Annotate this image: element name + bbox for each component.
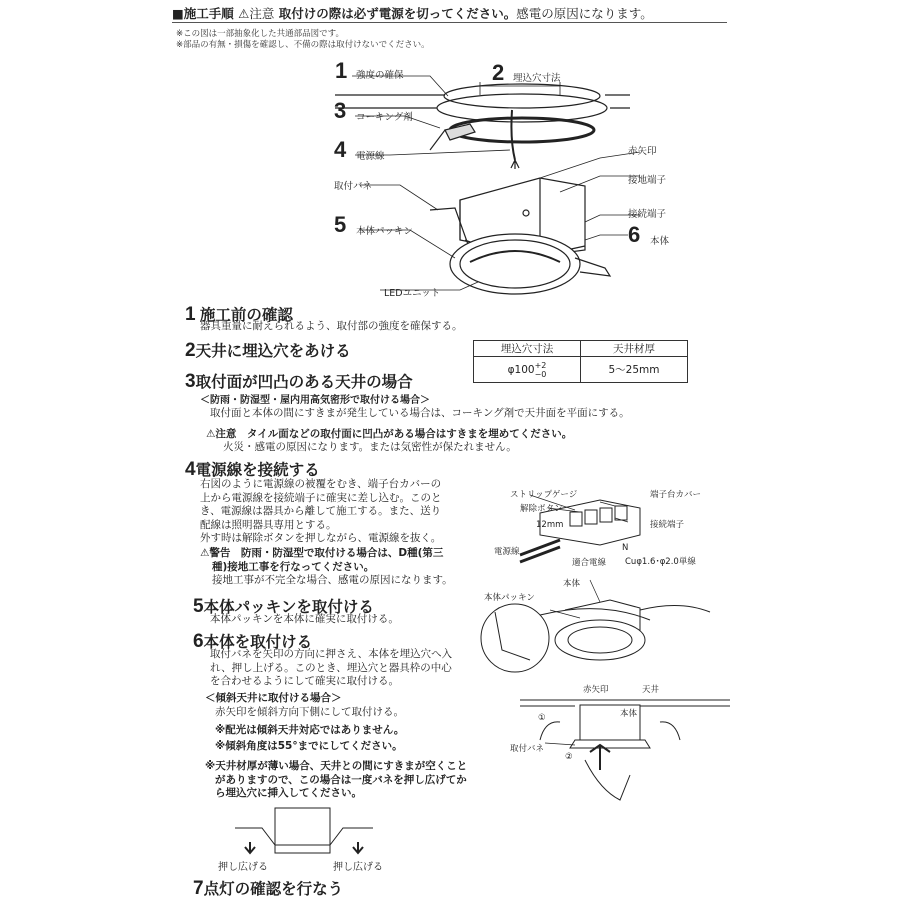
hole-tolerance-plus: +2	[534, 360, 547, 370]
diagram-label-spring: 取付バネ	[334, 181, 373, 192]
diagram-label-hole: 埋込穴寸法	[513, 73, 561, 84]
step-3-warning-2: 火災・感電の原因になります。または気密性が保たれません。	[223, 441, 517, 453]
step-6-note-1: ※配光は傾斜天井対応ではありません。	[215, 724, 405, 736]
step-3-number: 3	[185, 371, 196, 392]
fig-install-red: 赤矢印	[583, 685, 609, 695]
diagram-label-wire: 電源線	[356, 151, 385, 162]
step-6-title: 本体を取付ける	[203, 634, 313, 651]
table-value-hole	[474, 357, 581, 383]
step-3-title: 取付面が凹凸のある天井の場合	[195, 374, 413, 391]
step-1-body: 器具重量に耐えられるよう、取付部の強度を確保する。	[200, 320, 463, 332]
fig-install-ceiling: 天井	[642, 685, 660, 695]
fig-install-spring: 取付バネ	[510, 744, 545, 754]
diagram-label-led: LEDユニット	[384, 288, 441, 299]
fig-conn-terminal: 接続端子	[650, 520, 685, 530]
fig-power-wire: 電源線	[494, 547, 520, 557]
diagram-num-2: 2	[492, 60, 505, 85]
diagram-label-conn: 接続端子	[628, 209, 667, 220]
fig-install-body: 本体	[620, 709, 638, 719]
step-4-line-4: 配線は照明器具専用とする。	[200, 518, 337, 531]
diagram-label-ground: 接地端子	[628, 175, 667, 186]
step-3-body: 取付面と本体の間にすきまが発生している場合は、コーキング剤で天井面を平面にする。	[210, 407, 630, 419]
fig-spread-right: 押し広げる	[333, 862, 383, 873]
table-header-thickness: 天井材厚	[581, 341, 688, 357]
step-4-line-1: 右図のように電源線の被覆をむき、端子台カバーの	[200, 478, 442, 490]
fig-release-button: 解除ボタン	[520, 504, 563, 514]
step-5-number: 5	[193, 596, 204, 617]
fig-strip-gauge: ストリップゲージ	[510, 490, 578, 500]
step-7-number: 7	[193, 878, 204, 899]
fig-body-label: 本体	[563, 579, 581, 589]
step-4-line-3: き、電源線は器具から離して施工する。また、送り	[200, 505, 442, 517]
step-4-title: 電源線を接続する	[195, 462, 320, 479]
step-7-heading	[193, 877, 343, 900]
step-5-title: 本体パッキンを取付ける	[203, 599, 374, 616]
diagram-label-strength: 強度の確保	[356, 70, 404, 81]
step-6-note-3-line-2: がありますので、この場合は一度バネを押し広げてか	[215, 773, 467, 786]
step-4-number: 4	[185, 459, 196, 480]
step-3-warning: ⚠注意 タイル面などの取付面に凹凸がある場合はすきまを埋めてください。	[206, 428, 573, 440]
step-6-note-3	[205, 760, 525, 801]
step-4-line-2: 上から電源線を接続端子に確実に差し込む。このと	[200, 491, 442, 504]
fig-packing-label: 本体パッキン	[484, 593, 535, 603]
step-4-line-5: 外す時は解除ボタンを押しながら、電源線を抜く。	[200, 532, 442, 544]
step-6-line-1: 取付バネを矢印の方向に押さえ、本体を埋込穴へ入	[210, 648, 453, 660]
step-1-title: 施工前の確認	[199, 307, 293, 324]
fig-terminal-cover: 端子台カバー	[650, 490, 702, 500]
hole-size-table	[473, 340, 688, 383]
fig-12mm: 12mm	[536, 520, 564, 530]
step-2-heading	[185, 339, 351, 362]
fig-install-step-1: ①	[538, 713, 546, 723]
step-5-body: 本体パッキンを本体に確実に取付ける。	[210, 613, 399, 625]
caution-text: 取付けの際は必ず電源を切ってください。	[278, 6, 517, 21]
note-1: ※この図は一部抽象化した共通部品図です。	[176, 29, 344, 39]
step-6-sub-body: 赤矢印を傾斜方向下側にして取付ける。	[215, 706, 404, 718]
step-6-note-3-line-1: ※天井材厚が薄い場合、天井との間にすきまが空くこと	[205, 760, 468, 772]
diagram-label-caulk: コーキング剤	[356, 112, 413, 123]
diagram-label-body: 本体	[650, 236, 670, 247]
step-4-warning-line-1: ⚠警告 防雨・防湿型で取付ける場合は、D種(第三	[200, 547, 444, 559]
caution-rest: 感電の原因になります。	[516, 6, 653, 21]
diagram-num-5: 5	[334, 212, 347, 237]
diagram-label-packing: 本体パッキン	[356, 226, 413, 237]
hole-tolerance-minus: −0	[534, 369, 547, 379]
step-6-sub: ＜傾斜天井に取付ける場合＞	[205, 692, 342, 704]
step-4-warning-line-2: 種)接地工事を行なってください。	[212, 560, 375, 573]
diagram-num-1: 1	[335, 58, 348, 83]
diagram-num-4: 4	[334, 137, 347, 162]
diagram-num-3: 3	[334, 98, 347, 123]
step-3-heading	[185, 370, 413, 393]
step-6-line-3: を合わせるようにして確実に取付ける。	[210, 675, 399, 687]
fig-n: N	[622, 543, 629, 553]
step-2-title: 天井に埋込穴をあける	[195, 343, 351, 360]
diagram-label-red-arrow: 赤矢印	[628, 146, 657, 157]
step-7-title: 点灯の確認を行なう	[203, 881, 344, 898]
fig-spread-left: 押し広げる	[218, 862, 268, 873]
table-header-hole: 埋込穴寸法	[474, 341, 581, 357]
table-value-thickness: 5〜25mm	[581, 357, 688, 383]
step-4-body	[200, 478, 470, 546]
step-6-number: 6	[193, 631, 204, 652]
step-6-note-3-line-3: ら埋込穴に挿入してください。	[215, 787, 362, 799]
diagram-num-6: 6	[628, 222, 641, 247]
step-6-note-2: ※傾斜角度は55°までにしてください。	[215, 740, 403, 752]
hole-diameter: φ100	[507, 363, 535, 376]
fig-fit-wire: 適合電線	[572, 558, 607, 568]
header-title: ■施工手順	[172, 6, 234, 21]
caution-mark: ⚠注意	[238, 6, 275, 21]
fig-cu-spec: Cuφ1.6･φ2.0単線	[625, 557, 696, 567]
step-6-line-2: れ、押し上げる。このとき、埋込穴と器具枠の中心	[210, 661, 452, 674]
step-6-body	[210, 648, 480, 689]
note-2: ※部品の有無・損傷を確認し、不備の際は取付けないでください。	[176, 40, 430, 50]
step-4-warning	[200, 547, 480, 588]
step-1-number: 1	[185, 304, 196, 325]
step-4-warning-line-3: 接地工事が不完全な場合、感電の原因になります。	[212, 574, 453, 586]
fig-install-step-2: ②	[565, 752, 573, 762]
step-3-sub: ＜防雨・防湿型・屋内用高気密形で取付ける場合＞	[200, 395, 430, 406]
step-2-number: 2	[185, 340, 196, 361]
